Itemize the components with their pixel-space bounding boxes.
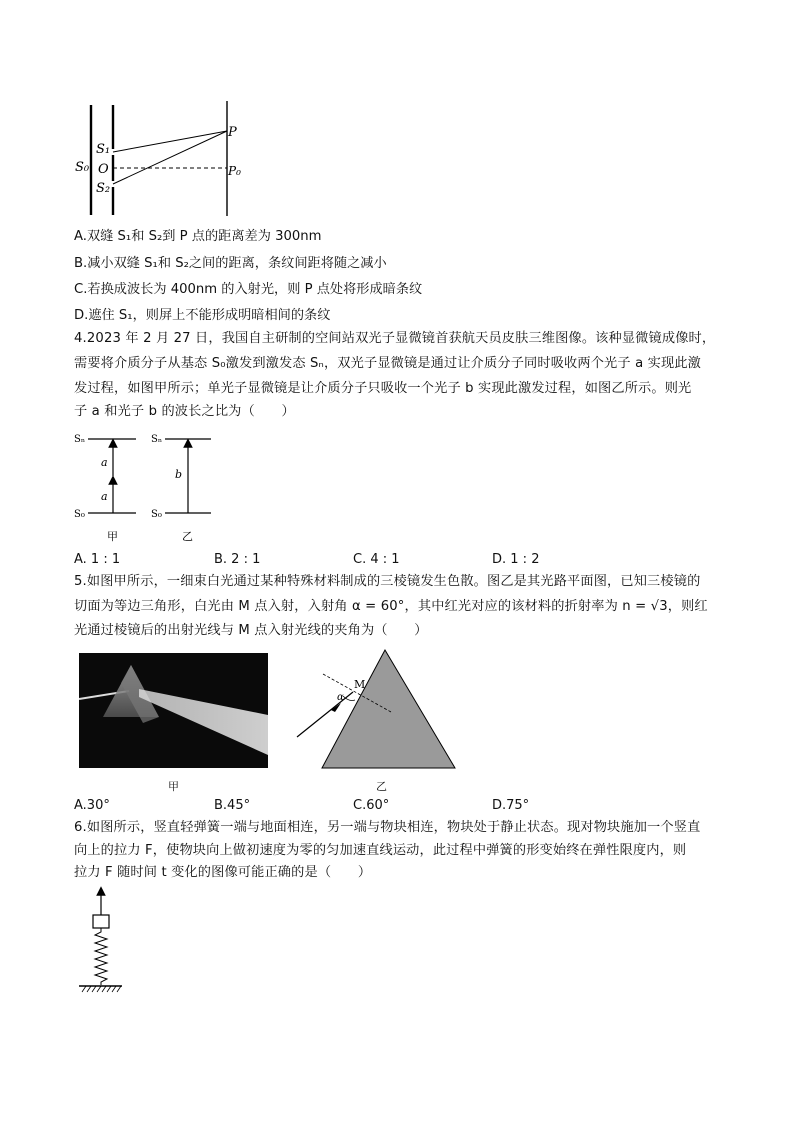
q4-stem-line-2: 需要将介质分子从基态 S₀激发到激发态 Sₙ，双光子显微镜是通过让介质分子同时吸收两个光子 a 实现此激	[74, 356, 701, 371]
ray-s2-p	[113, 131, 227, 184]
label-p: P	[228, 125, 237, 140]
q4-stem-line-4: 子 a 和光子 b 的波长之比为（ ）	[74, 404, 295, 419]
block	[93, 915, 109, 928]
ground-hatch	[82, 986, 121, 992]
yi-caption: 乙	[182, 530, 193, 543]
q4-stem-line-3: 发过程，如图甲所示；单光子显微镜是让介质分子只吸收一个光子 b 实现此激发过程，如图乙所示。则光	[74, 381, 692, 396]
label-s2: S₂	[96, 181, 111, 196]
q3-option-c: C.若换成波长为 400nm 的入射光，则 P 点处将形成暗条纹	[74, 282, 423, 297]
q5-option-c: C.60°	[353, 798, 390, 813]
yi-label-s0: S₀	[151, 509, 162, 520]
q5-caption-jia: 甲	[168, 780, 179, 793]
double-slit-diagram	[70, 95, 260, 220]
prism-triangle	[322, 650, 455, 768]
yi-label-b: b	[175, 468, 183, 481]
q4-option-d: D. 1 : 2	[492, 552, 540, 567]
incident-ray-arrow	[331, 703, 341, 712]
label-m: M	[354, 678, 366, 691]
label-p0: P₀	[228, 164, 241, 178]
q3-option-a: A.双缝 S₁和 S₂到 P 点的距离差为 300nm	[74, 229, 322, 244]
jia-caption: 甲	[107, 530, 118, 543]
q4-option-a: A. 1 : 1	[74, 552, 121, 567]
q3-option-d: D.遮住 S₁，则屏上不能形成明暗相间的条纹	[74, 308, 331, 323]
q4-stem-line-1: 4.2023 年 2 月 27 日，我国自主研制的空间站双光子显微镜首获航天员皮肤三维图像。该种显微镜成像时，	[74, 331, 716, 346]
ray-s1-p	[113, 131, 227, 152]
label-s0: S₀	[75, 160, 90, 175]
q5-caption-yi: 乙	[376, 780, 387, 793]
label-s1: S₁	[96, 142, 111, 157]
label-alpha: α	[337, 692, 344, 703]
q6-stem-line-2: 向上的拉力 F，使物块向上做初速度为零的匀加速直线运动，此过程中弹簧的形变始终在弹性限度内，则	[74, 843, 687, 858]
jia-label-sn: Sₙ	[74, 434, 86, 445]
yi-label-sn: Sₙ	[151, 434, 163, 445]
q5-stem-line-2: 切面为等边三角形，白光由 M 点入射，入射角 α = 60°，其中红光对应的该材料的折射率为 n = √3，则红	[74, 599, 708, 614]
prism-ray-diagram	[293, 648, 463, 773]
q6-stem-line-1: 6.如图所示，竖直轻弹簧一端与地面相连，另一端与物块相连，物块处于静止状态。现对物块施加一个竖直	[74, 820, 701, 835]
jia-label-s0: S₀	[74, 509, 85, 520]
q5-option-b: B.45°	[214, 798, 251, 813]
energy-level-diagram	[70, 428, 250, 546]
q4-option-b: B. 2 : 1	[214, 552, 261, 567]
q6-stem-line-3: 拉力 F 随时间 t 变化的图像可能正确的是（ ）	[74, 865, 372, 880]
q5-option-a: A.30°	[74, 798, 110, 813]
q5-stem-line-3: 光通过棱镜后的出射光线与 M 点入射光线的夹角为（ ）	[74, 623, 428, 638]
q4-option-c: C. 4 : 1	[353, 552, 400, 567]
label-o: O	[98, 162, 109, 177]
q5-option-d: D.75°	[492, 798, 530, 813]
jia-label-a-upper: a	[101, 456, 108, 469]
jia-label-a-lower: a	[101, 490, 108, 503]
prism-dispersion-photo	[79, 653, 268, 768]
q3-option-b: B.减小双缝 S₁和 S₂之间的距离，条纹间距将随之减小	[74, 256, 387, 271]
q5-stem-line-1: 5.如图甲所示，一细束白光通过某种特殊材料制成的三棱镜发生色散。图乙是其光路平面图，已知三棱镜的	[74, 574, 701, 589]
spring	[95, 928, 107, 985]
spring-block-diagram	[74, 885, 129, 995]
